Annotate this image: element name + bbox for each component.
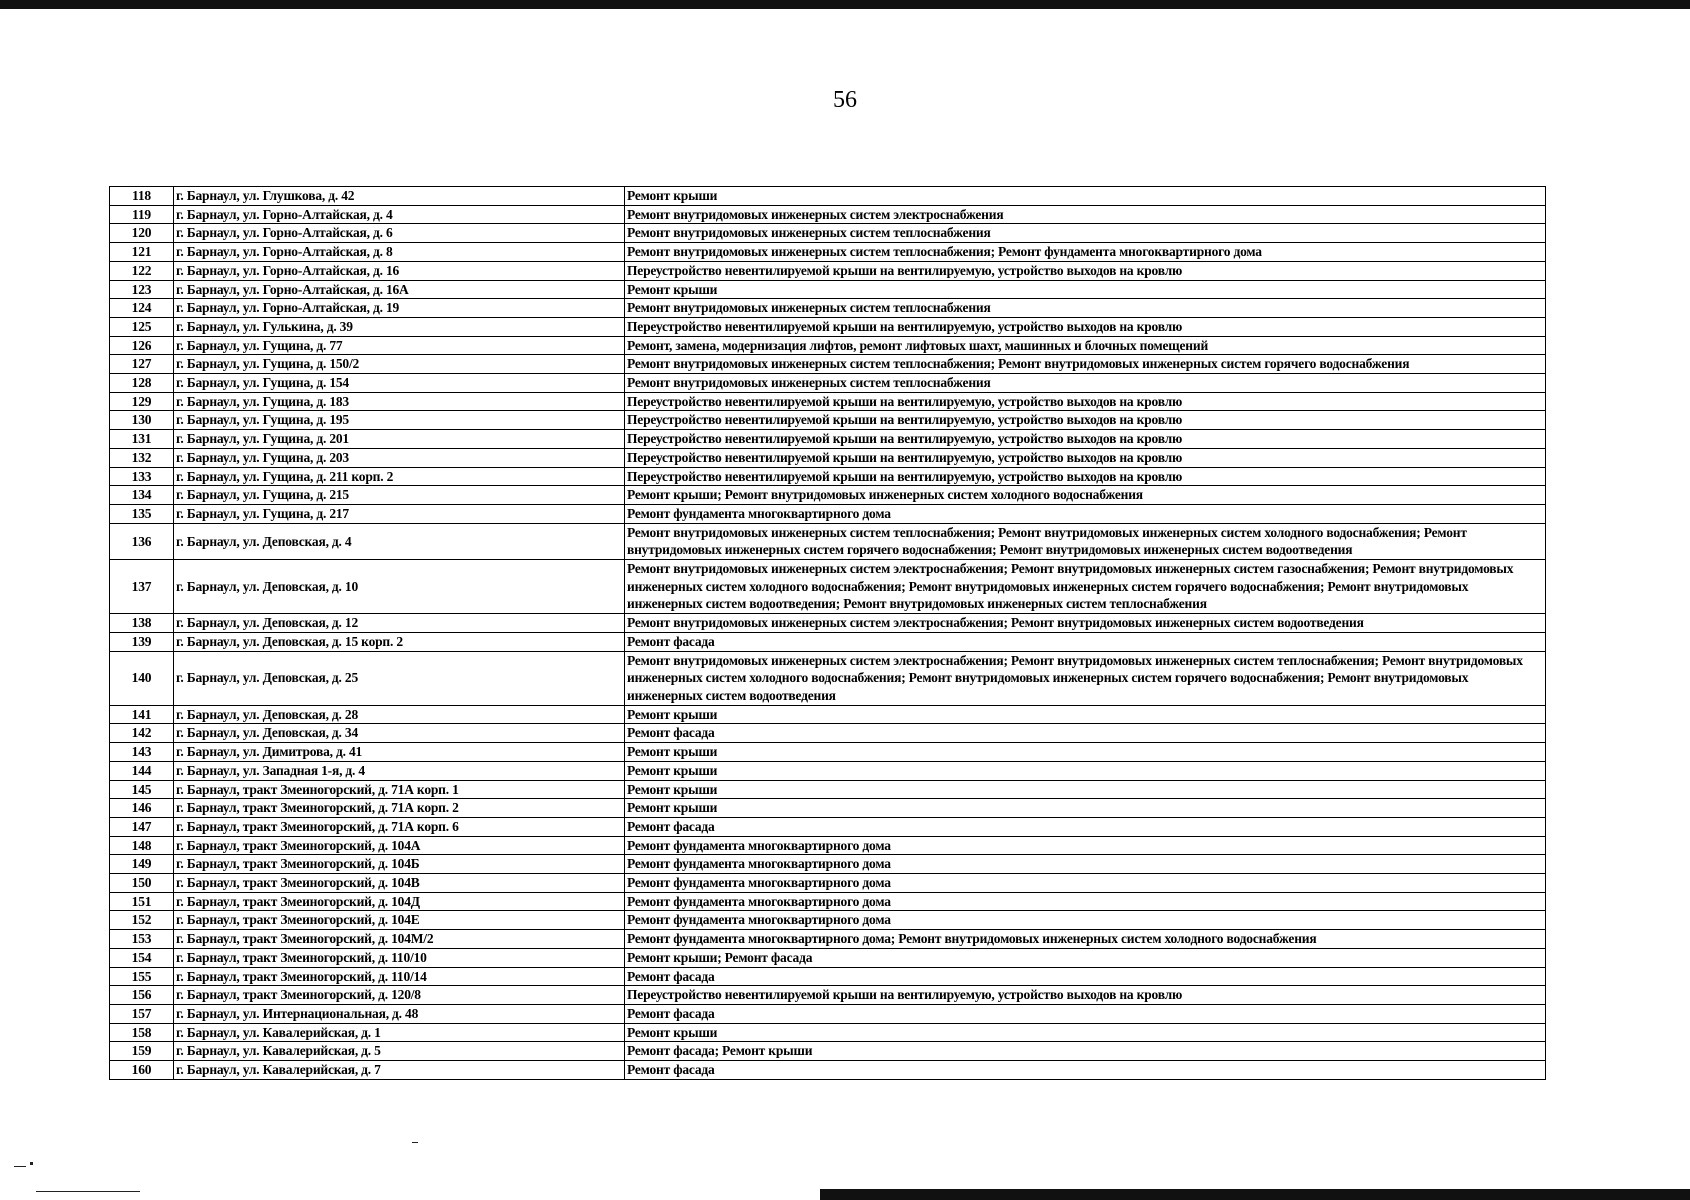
row-number: 125 xyxy=(110,317,174,336)
table-row xyxy=(110,967,1546,986)
row-address: г. Барнаул, ул. Кавалерийская, д. 5 xyxy=(174,1042,625,1061)
row-work-type: Ремонт фасада xyxy=(625,1061,1546,1080)
row-address: г. Барнаул, тракт Змеиногорский, д. 104М/2 xyxy=(174,930,625,949)
row-work-type: Ремонт фундамента многоквартирного дома xyxy=(625,855,1546,874)
table-row xyxy=(110,317,1546,336)
row-address: г. Барнаул, ул. Западная 1-я, д. 4 xyxy=(174,761,625,780)
table-row xyxy=(110,799,1546,818)
row-number: 150 xyxy=(110,874,174,893)
row-work-type: Ремонт внутридомовых инженерных систем теплоснабжения xyxy=(625,224,1546,243)
row-address: г. Барнаул, тракт Змеиногорский, д. 71А корп. 2 xyxy=(174,799,625,818)
scan-artifact xyxy=(14,1166,26,1167)
table-row xyxy=(110,205,1546,224)
row-address: г. Барнаул, ул. Горно-Алтайская, д. 6 xyxy=(174,224,625,243)
row-number: 133 xyxy=(110,467,174,486)
row-work-type: Переустройство невентилируемой крыши на вентилируемую, устройство выходов на кровлю xyxy=(625,317,1546,336)
row-number: 142 xyxy=(110,724,174,743)
table-row xyxy=(110,651,1546,705)
row-work-type: Ремонт фасада xyxy=(625,817,1546,836)
row-address: г. Барнаул, ул. Интернациональная, д. 48 xyxy=(174,1004,625,1023)
row-work-type: Ремонт фасада xyxy=(625,967,1546,986)
table-row xyxy=(110,486,1546,505)
row-number: 143 xyxy=(110,743,174,762)
table-row xyxy=(110,743,1546,762)
table-row xyxy=(110,948,1546,967)
table-row xyxy=(110,705,1546,724)
row-address: г. Барнаул, ул. Гущина, д. 154 xyxy=(174,374,625,393)
table-row xyxy=(110,1061,1546,1080)
table-row xyxy=(110,930,1546,949)
row-number: 119 xyxy=(110,205,174,224)
table-row xyxy=(110,243,1546,262)
row-number: 134 xyxy=(110,486,174,505)
row-work-type: Переустройство невентилируемой крыши на вентилируемую, устройство выходов на кровлю xyxy=(625,986,1546,1005)
row-work-type: Ремонт крыши xyxy=(625,799,1546,818)
row-work-type: Ремонт фундамента многоквартирного дома xyxy=(625,836,1546,855)
row-work-type: Ремонт фундамента многоквартирного дома xyxy=(625,911,1546,930)
row-number: 130 xyxy=(110,411,174,430)
table-row xyxy=(110,224,1546,243)
row-work-type: Ремонт фасада xyxy=(625,724,1546,743)
row-number: 158 xyxy=(110,1023,174,1042)
table-row xyxy=(110,187,1546,206)
table-row xyxy=(110,761,1546,780)
registry-table-body xyxy=(110,187,1546,1080)
row-number: 152 xyxy=(110,911,174,930)
row-number: 154 xyxy=(110,948,174,967)
row-work-type: Ремонт фундамента многоквартирного дома xyxy=(625,892,1546,911)
row-work-type: Ремонт фундамента многоквартирного дома; Ремонт внутридомовых инженерных систем холодного водоснабжения xyxy=(625,930,1546,949)
row-address: г. Барнаул, тракт Змеиногорский, д. 71А корп. 6 xyxy=(174,817,625,836)
row-address: г. Барнаул, ул. Гущина, д. 77 xyxy=(174,336,625,355)
row-address: г. Барнаул, тракт Змеиногорский, д. 104Б xyxy=(174,855,625,874)
row-address: г. Барнаул, ул. Деповская, д. 34 xyxy=(174,724,625,743)
row-work-type: Ремонт крыши; Ремонт внутридомовых инженерных систем холодного водоснабжения xyxy=(625,486,1546,505)
row-work-type: Переустройство невентилируемой крыши на вентилируемую, устройство выходов на кровлю xyxy=(625,448,1546,467)
row-number: 141 xyxy=(110,705,174,724)
table-row xyxy=(110,614,1546,633)
table-row xyxy=(110,523,1546,559)
table-row xyxy=(110,280,1546,299)
row-address: г. Барнаул, ул. Гущина, д. 217 xyxy=(174,504,625,523)
row-number: 137 xyxy=(110,560,174,614)
row-work-type: Ремонт внутридомовых инженерных систем электроснабжения; Ремонт внутридомовых инженерных систем теплоснабжения; Ремонт внутридомовых инженерных систем холодного водоснабжения; Ремонт внутридомовых инженерных систем горячего водоснабжения; Ремонт внутридомовых инженерных систем водоотведения xyxy=(625,651,1546,705)
row-address: г. Барнаул, ул. Гущина, д. 215 xyxy=(174,486,625,505)
page-number: 56 xyxy=(833,87,857,113)
row-work-type: Ремонт внутридомовых инженерных систем электроснабжения xyxy=(625,205,1546,224)
row-work-type: Ремонт внутридомовых инженерных систем электроснабжения; Ремонт внутридомовых инженерных систем газоснабжения; Ремонт внутридомовых инженерных систем холодного водоснабжения; Ремонт внутридомовых инженерных систем горячего водоснабжения; Ремонт внутридомовых инженерных систем водоотведения; Ремонт внутридомовых инженерных систем теплоснабжения xyxy=(625,560,1546,614)
row-address: г. Барнаул, тракт Змеиногорский, д. 71А корп. 1 xyxy=(174,780,625,799)
row-number: 153 xyxy=(110,930,174,949)
table-row xyxy=(110,448,1546,467)
table-row xyxy=(110,392,1546,411)
row-address: г. Барнаул, ул. Горно-Алтайская, д. 16А xyxy=(174,280,625,299)
scan-artifact xyxy=(412,1142,418,1143)
table-row xyxy=(110,632,1546,651)
row-number: 131 xyxy=(110,430,174,449)
table-row xyxy=(110,892,1546,911)
row-work-type: Переустройство невентилируемой крыши на вентилируемую, устройство выходов на кровлю xyxy=(625,467,1546,486)
scan-bottom-edge xyxy=(820,1189,1690,1200)
row-address: г. Барнаул, ул. Деповская, д. 25 xyxy=(174,651,625,705)
row-number: 157 xyxy=(110,1004,174,1023)
row-number: 127 xyxy=(110,355,174,374)
row-address: г. Барнаул, ул. Кавалерийская, д. 7 xyxy=(174,1061,625,1080)
row-address: г. Барнаул, ул. Гущина, д. 203 xyxy=(174,448,625,467)
row-address: г. Барнаул, ул. Горно-Алтайская, д. 19 xyxy=(174,299,625,318)
table-row xyxy=(110,560,1546,614)
row-address: г. Барнаул, ул. Горно-Алтайская, д. 16 xyxy=(174,261,625,280)
row-work-type: Переустройство невентилируемой крыши на вентилируемую, устройство выходов на кровлю xyxy=(625,411,1546,430)
row-work-type: Ремонт внутридомовых инженерных систем теплоснабжения; Ремонт внутридомовых инженерных систем горячего водоснабжения xyxy=(625,355,1546,374)
row-number: 123 xyxy=(110,280,174,299)
table-row xyxy=(110,504,1546,523)
row-address: г. Барнаул, ул. Деповская, д. 28 xyxy=(174,705,625,724)
row-address: г. Барнаул, тракт Змеиногорский, д. 104А xyxy=(174,836,625,855)
row-number: 159 xyxy=(110,1042,174,1061)
row-number: 126 xyxy=(110,336,174,355)
row-number: 124 xyxy=(110,299,174,318)
table-row xyxy=(110,374,1546,393)
table-row xyxy=(110,261,1546,280)
row-number: 149 xyxy=(110,855,174,874)
row-address: г. Барнаул, тракт Змеиногорский, д. 110/10 xyxy=(174,948,625,967)
row-work-type: Ремонт внутридомовых инженерных систем электроснабжения; Ремонт внутридомовых инженерных систем водоотведения xyxy=(625,614,1546,633)
row-work-type: Ремонт внутридомовых инженерных систем теплоснабжения; Ремонт внутридомовых инженерных систем холодного водоснабжения; Ремонт внутридомовых инженерных систем горячего водоснабжения; Ремонт внутридомовых инженерных систем водоотведения xyxy=(625,523,1546,559)
table-row xyxy=(110,299,1546,318)
row-address: г. Барнаул, ул. Димитрова, д. 41 xyxy=(174,743,625,762)
row-address: г. Барнаул, ул. Горно-Алтайская, д. 4 xyxy=(174,205,625,224)
row-address: г. Барнаул, ул. Гущина, д. 201 xyxy=(174,430,625,449)
row-number: 118 xyxy=(110,187,174,206)
row-address: г. Барнаул, ул. Горно-Алтайская, д. 8 xyxy=(174,243,625,262)
table-row xyxy=(110,986,1546,1005)
row-address: г. Барнаул, ул. Деповская, д. 4 xyxy=(174,523,625,559)
row-number: 128 xyxy=(110,374,174,393)
table-row xyxy=(110,911,1546,930)
row-address: г. Барнаул, ул. Гущина, д. 195 xyxy=(174,411,625,430)
row-number: 160 xyxy=(110,1061,174,1080)
row-number: 129 xyxy=(110,392,174,411)
row-work-type: Ремонт крыши xyxy=(625,280,1546,299)
row-work-type: Переустройство невентилируемой крыши на вентилируемую, устройство выходов на кровлю xyxy=(625,261,1546,280)
row-number: 136 xyxy=(110,523,174,559)
row-address: г. Барнаул, ул. Глушкова, д. 42 xyxy=(174,187,625,206)
row-number: 121 xyxy=(110,243,174,262)
row-work-type: Ремонт крыши; Ремонт фасада xyxy=(625,948,1546,967)
table-row xyxy=(110,467,1546,486)
row-work-type: Ремонт фундамента многоквартирного дома xyxy=(625,874,1546,893)
table-row xyxy=(110,724,1546,743)
row-work-type: Ремонт крыши xyxy=(625,780,1546,799)
row-work-type: Ремонт, замена, модернизация лифтов, ремонт лифтовых шахт, машинных и блочных помещений xyxy=(625,336,1546,355)
table-row xyxy=(110,355,1546,374)
row-number: 148 xyxy=(110,836,174,855)
row-work-type: Переустройство невентилируемой крыши на вентилируемую, устройство выходов на кровлю xyxy=(625,430,1546,449)
row-address: г. Барнаул, тракт Змеиногорский, д. 104Д xyxy=(174,892,625,911)
row-work-type: Ремонт фундамента многоквартирного дома xyxy=(625,504,1546,523)
row-number: 122 xyxy=(110,261,174,280)
row-address: г. Барнаул, тракт Змеиногорский, д. 120/8 xyxy=(174,986,625,1005)
row-number: 132 xyxy=(110,448,174,467)
table-row xyxy=(110,874,1546,893)
row-work-type: Ремонт внутридомовых инженерных систем теплоснабжения xyxy=(625,374,1546,393)
row-address: г. Барнаул, ул. Деповская, д. 12 xyxy=(174,614,625,633)
table-row xyxy=(110,780,1546,799)
row-number: 145 xyxy=(110,780,174,799)
repair-registry-table xyxy=(109,186,1546,1080)
row-address: г. Барнаул, ул. Гущина, д. 183 xyxy=(174,392,625,411)
scan-artifact xyxy=(36,1191,140,1192)
row-work-type: Ремонт фасада xyxy=(625,1004,1546,1023)
row-number: 147 xyxy=(110,817,174,836)
table-row xyxy=(110,411,1546,430)
row-address: г. Барнаул, тракт Змеиногорский, д. 104Е xyxy=(174,911,625,930)
table-row xyxy=(110,336,1546,355)
row-number: 144 xyxy=(110,761,174,780)
row-address: г. Барнаул, ул. Деповская, д. 10 xyxy=(174,560,625,614)
row-work-type: Ремонт фасада xyxy=(625,632,1546,651)
row-work-type: Переустройство невентилируемой крыши на вентилируемую, устройство выходов на кровлю xyxy=(625,392,1546,411)
row-address: г. Барнаул, ул. Гущина, д. 150/2 xyxy=(174,355,625,374)
row-number: 138 xyxy=(110,614,174,633)
row-work-type: Ремонт крыши xyxy=(625,761,1546,780)
row-number: 140 xyxy=(110,651,174,705)
row-address: г. Барнаул, тракт Змеиногорский, д. 110/14 xyxy=(174,967,625,986)
table-row xyxy=(110,1042,1546,1061)
row-number: 155 xyxy=(110,967,174,986)
row-number: 146 xyxy=(110,799,174,818)
row-address: г. Барнаул, ул. Деповская, д. 15 корп. 2 xyxy=(174,632,625,651)
row-number: 139 xyxy=(110,632,174,651)
table-row xyxy=(110,430,1546,449)
row-address: г. Барнаул, ул. Гулькина, д. 39 xyxy=(174,317,625,336)
row-address: г. Барнаул, тракт Змеиногорский, д. 104В xyxy=(174,874,625,893)
table-row xyxy=(110,855,1546,874)
scan-artifact xyxy=(30,1162,33,1165)
row-work-type: Ремонт крыши xyxy=(625,187,1546,206)
row-number: 151 xyxy=(110,892,174,911)
row-work-type: Ремонт крыши xyxy=(625,743,1546,762)
row-work-type: Ремонт внутридомовых инженерных систем теплоснабжения; Ремонт фундамента многоквартирного дома xyxy=(625,243,1546,262)
row-address: г. Барнаул, ул. Кавалерийская, д. 1 xyxy=(174,1023,625,1042)
scan-top-edge xyxy=(0,0,1690,9)
row-work-type: Ремонт крыши xyxy=(625,705,1546,724)
row-number: 156 xyxy=(110,986,174,1005)
row-work-type: Ремонт внутридомовых инженерных систем теплоснабжения xyxy=(625,299,1546,318)
row-work-type: Ремонт крыши xyxy=(625,1023,1546,1042)
row-address: г. Барнаул, ул. Гущина, д. 211 корп. 2 xyxy=(174,467,625,486)
table-row xyxy=(110,1004,1546,1023)
table-row xyxy=(110,1023,1546,1042)
table-row xyxy=(110,817,1546,836)
row-number: 120 xyxy=(110,224,174,243)
row-work-type: Ремонт фасада; Ремонт крыши xyxy=(625,1042,1546,1061)
row-number: 135 xyxy=(110,504,174,523)
table-row xyxy=(110,836,1546,855)
